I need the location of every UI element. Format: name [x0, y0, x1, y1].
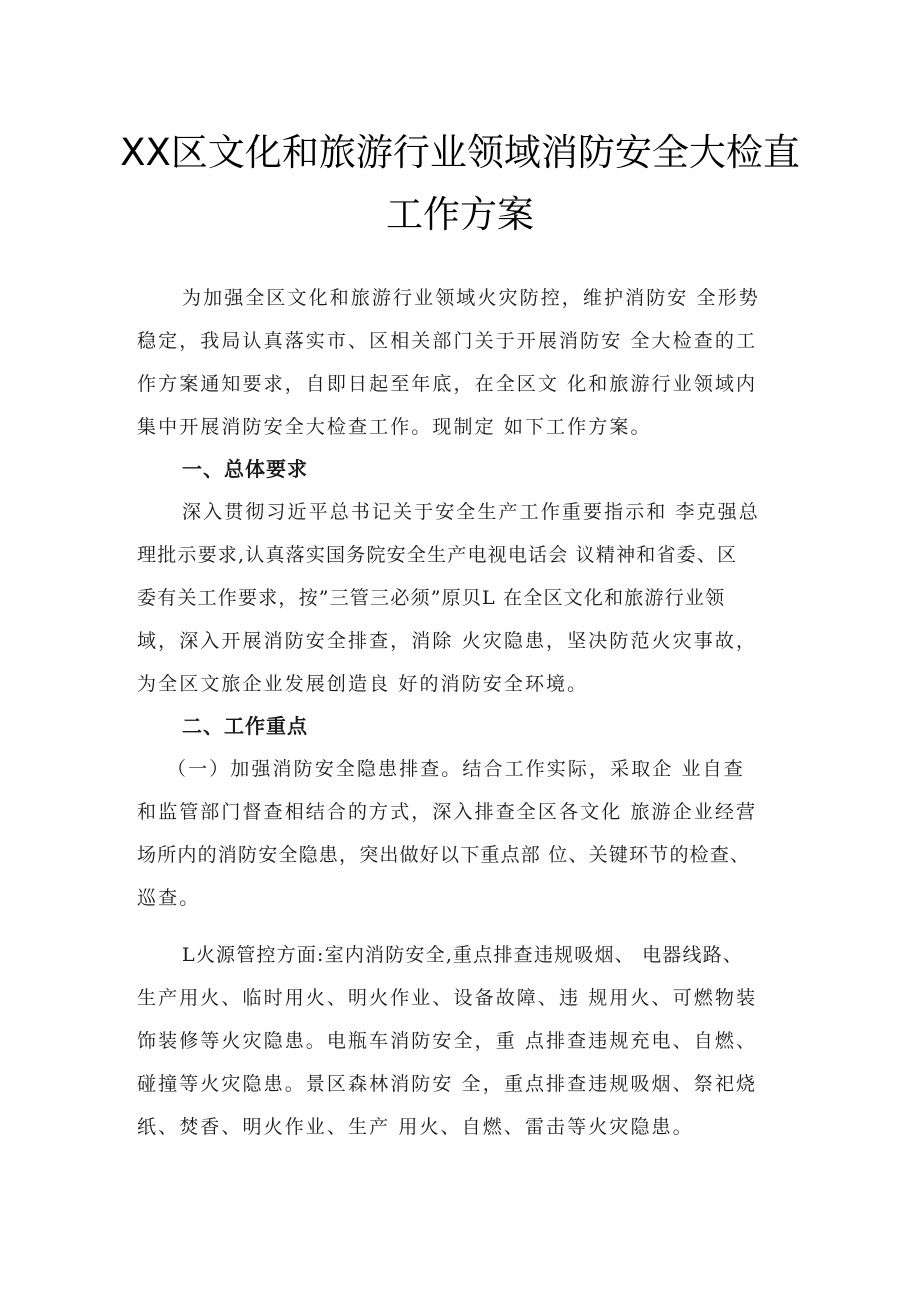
section-heading-1: 一、总体要求 [182, 457, 308, 481]
paragraph-line: 理批示要求,认真落实国务院安全生产电视电话会 议精神和省委、区 [137, 544, 738, 566]
paragraph-line: 域，深入开展消防安全排查，消除 火灾隐患，坚决防范火灾事故， [137, 630, 758, 652]
paragraph-line: 饰装修等火灾隐患。电瓶车消防安全，重 点排查违规充电、自燃、 [137, 1030, 758, 1052]
paragraph-line: 纸、焚香、明火作业、生产 用火、自燃、雷击等火灾隐患。 [137, 1116, 694, 1138]
paragraph-line: 深入贯彻习近平总书记关于安全生产工作重要指示和 李克强总 [182, 501, 760, 523]
paragraph-line: 为加强全区文化和旅游行业领域火灾防控，维护消防安 全形势 [182, 287, 760, 309]
paragraph-line: 碰撞等火灾隐患。景区森林消防安 全，重点排查违规吸烟、祭祀烧 [137, 1073, 758, 1095]
paragraph-line: 作方案通知要求，自即日起至年底，在全区文 化和旅游行业领域内 [137, 373, 758, 395]
paragraph-line: 生产用火、临时用火、明火作业、设备故障、违 规用火、可燃物装 [137, 987, 758, 1009]
paragraph-line: 场所内的消防安全隐患，突出做好以下重点部 位、关键环节的检查、 [137, 844, 751, 866]
section-heading-2: 二、工作重点 [182, 714, 308, 738]
paragraph-line: 稳定，我局认真落实市、区相关部门关于开展消防安 全大检查的工 [137, 330, 758, 352]
paragraph-line: 集中开展消防安全大检查工作。现制定 如下工作方案。 [137, 416, 652, 438]
document-title-line-1: XX区文化和旅游行业领域消防安全大检直 [120, 131, 800, 174]
paragraph-line: L火源管控方面:室内消防安全,重点排查违规吸烟、 电器线路、 [182, 944, 744, 966]
paragraph-line: 为全区文旅企业发展创造良 好的消防安全环境。 [137, 673, 589, 695]
paragraph-line: 巡查。 [137, 887, 201, 909]
paragraph-line: 和监管部门督查相结合的方式，深入排查全区各文化 旅游企业经营 [137, 801, 758, 823]
document-title-line-2: 工作方案 [386, 193, 534, 236]
paragraph-line: （一）加强消防安全隐患排查。结合工作实际，采取企 业自查 [167, 758, 745, 780]
paragraph-line: 委有关工作要求，按”三管三必须”原贝L 在全区文化和旅游行业领 [137, 587, 726, 609]
